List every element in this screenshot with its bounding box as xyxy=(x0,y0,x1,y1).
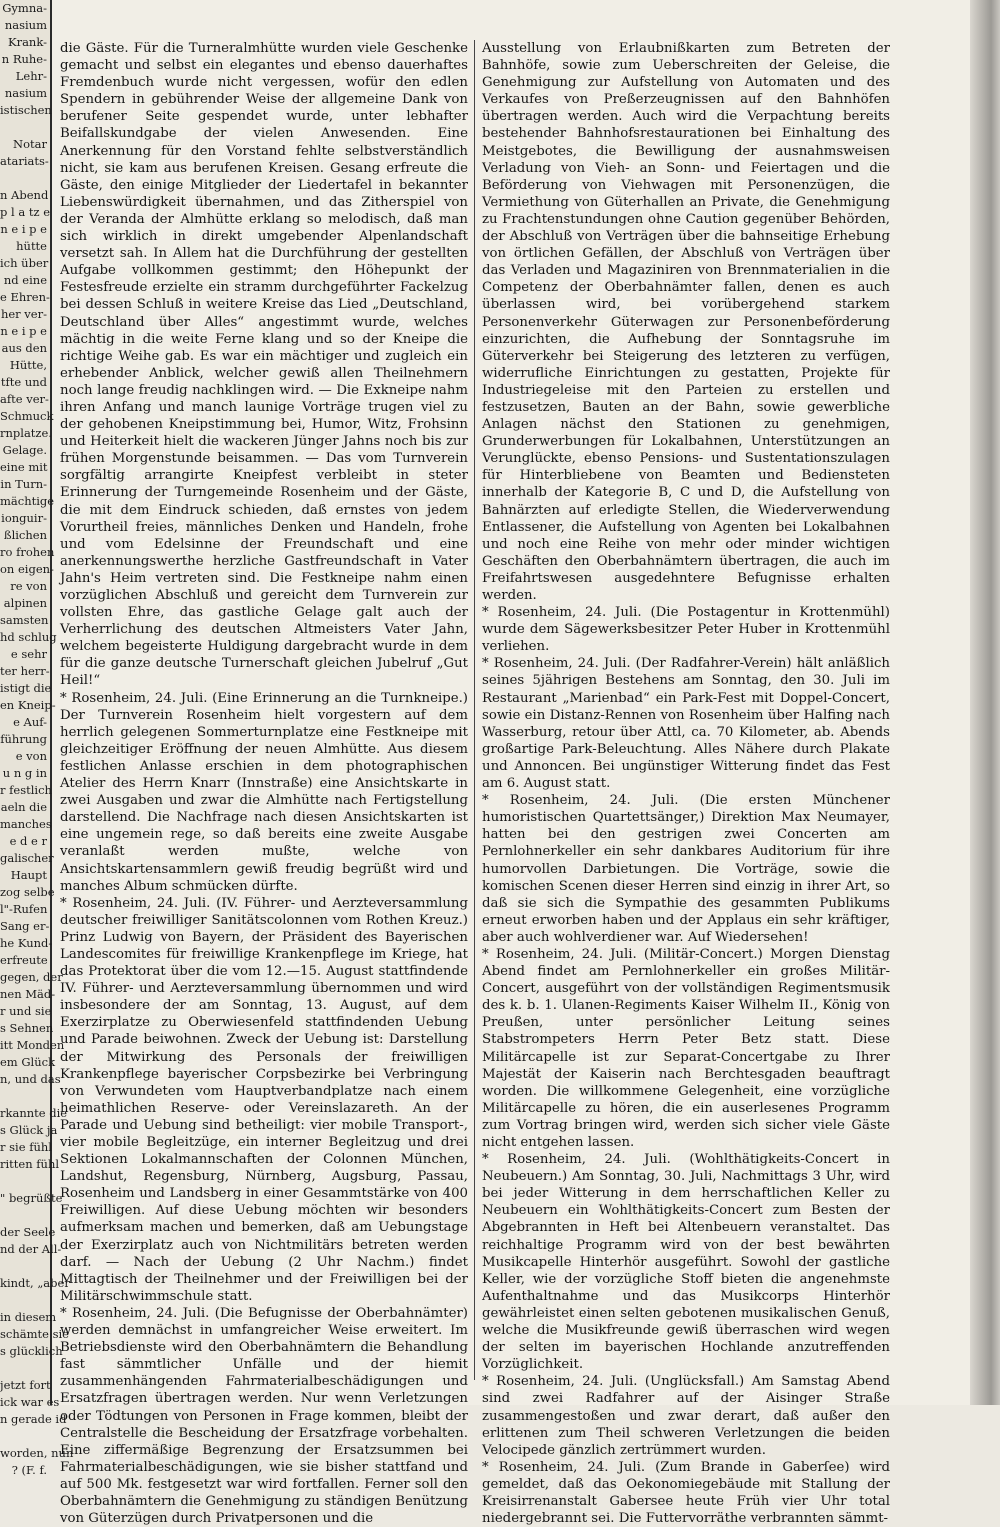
margin-fragment: n e i p e xyxy=(0,324,47,338)
margin-fragment xyxy=(0,1360,50,1377)
article-sanitaetscolonnen: * Rosenheim, 24. Juli. (IV. Führer- und Aerzteversammlung deutscher freiwilliger Sanitätscolonnen vom Rothen Kreuz.) Prinz Ludwig von Bayern, der Präsident des Bayerischen Landescomites für freiwillige Krankenpflege im Kriege, hat das Protektorat über die vom 12.—15. August stattfindende IV. Führer- und Aerzteversammlung übernommen und wird insbesondere der am Sonntag, 13. August, auf dem Exerzirplatze zu Oberwiesenfeld stattfindenden Uebung und Parade beiwohnen. Zweck der Uebung ist: Darstellung der Mitwirkung des Personals der freiwilligen Krankenpflege bayerischer Corpsbezirke bei Verbringung von Verwundeten vom Hauptverbandplatze nach einem heimathlichen Reserve- oder Vereinslazareth. An der Parade und Uebung sind betheiligt: vier mobile Transport-, vier mobile Begleitzüge, ein interner Begleitzug und drei Sektionen Lokalmannschaften der Colonnen München, Landshut, Regensburg, Nürnberg, Augsburg, Passau, Rosenheim und Landsberg in einer Gesammtstärke von 400 Freiwilligen. Auf diese Uebung möchten wir besonders aufmerksam machen und bemerken, daß am Uebungstage der Exerzirplatz auch von Nichtmilitärs betreten werden darf. — Nach der Uebung (2 Uhr Nachm.) findet Mittagtisch der Theilnehmer und der Freiwilligen bei der Militärschwimmschule statt. xyxy=(60,895,468,1304)
margin-fragment: en Kneip- xyxy=(0,698,56,712)
margin-fragment: alpinen xyxy=(3,596,47,610)
margin-fragment: ter herr- xyxy=(0,664,50,678)
margin-fragment: ? (F. f. xyxy=(11,1463,47,1477)
article-ungluecksfall: * Rosenheim, 24. Juli. (Unglücksfall.) Am Samstag Abend sind zwei Radfahrer auf der Aisinger Straße zusammengestoßen und zwar derart, daß außer den erlittenen zum Theil schweren Verletzungen die beiden Velocipede gänzlich zertrümmert wurden. xyxy=(482,1374,890,1458)
margin-fragment xyxy=(0,119,50,136)
column-divider xyxy=(474,40,475,1380)
margin-fragment: u n g in xyxy=(2,766,47,780)
page-binding-edge xyxy=(970,0,1000,1405)
margin-fragment: rnplatze. xyxy=(0,426,52,440)
margin-fragment: aus den xyxy=(1,341,47,355)
margin-fragment: atariats- xyxy=(0,154,49,168)
margin-fragment: s Sehnen xyxy=(0,1021,54,1035)
margin-fragment: hütte xyxy=(16,239,47,253)
margin-fragment: n e i p e xyxy=(0,222,47,236)
margin-fragment: ionguir- xyxy=(1,511,47,525)
margin-fragment: Gelage. xyxy=(2,443,47,457)
margin-fragment: Notar xyxy=(13,137,47,151)
margin-fragment: rkannte die xyxy=(0,1106,68,1120)
margin-fragment: re von xyxy=(10,579,47,593)
margin-fragment: n Ruhe- xyxy=(1,52,47,66)
margin-fragment: Hütte, xyxy=(9,358,47,372)
margin-fragment: n gerade id xyxy=(0,1412,67,1426)
margin-fragment: e Ehren- xyxy=(0,290,50,304)
margin-fragment: in diesem xyxy=(0,1310,57,1324)
column-1 xyxy=(60,40,468,1527)
margin-fragment: ritten fühl xyxy=(0,1157,60,1171)
margin-fragment: tfte und xyxy=(0,375,47,389)
margin-fragment: " begrüßte xyxy=(0,1191,63,1205)
margin-fragment: ßlichen xyxy=(3,528,47,542)
margin-fragment xyxy=(0,170,50,187)
margin-fragment: nasium xyxy=(4,18,47,32)
margin-fragment: manches xyxy=(0,817,52,831)
margin-fragment: der Seele xyxy=(0,1225,56,1239)
margin-fragment: erfreute xyxy=(0,953,48,967)
margin-fragment: p l a tz e xyxy=(0,205,51,219)
margin-fragment: nd der All- xyxy=(0,1242,62,1256)
margin-fragment: in Turn- xyxy=(0,477,47,491)
article-oberbahnaemter: * Rosenheim, 24. Juli. (Die Befugnisse der Oberbahnämter) werden demnächst in umfangreicher Weise erweitert. Im Betriebsdienste wird den Oberbahnämtern die Behandlung fast sämmtlicher Unfälle und der hiemit zusammenhängenden Fahrmaterialbeschädigungen und Ersatzfragen übertragen werden. Nur wenn Verletzungen oder Tödtungen von Personen in Frage kommen, bleibt der Centralstelle die Bescheidung der Ersatzfrage vorbehalten. Eine ziffermäßige Begrenzung der Ersatzsummen bei Fahrmaterialbeschädigungen, wie sie bisher stattfand und auf 500 Mk. festgesetzt war wird fortfallen. Ferner soll den Oberbahnämtern die Genehmigung zu ständigen Benützung von Güterzügen durch Privatpersonen und die xyxy=(60,1305,468,1527)
article-oberbahnaemter-continued: Ausstellung von Erlaubnißkarten zum Betreten der Bahnhöfe, sowie zum Ueberschreiten der Geleise, die Genehmigung zur Aufstellung von Automaten und des Verkaufes von Preßerzeugnissen auf den Bahnhöfen übertragen werden. Auch wird die Verpachtung bereits bestehender Bahnhofsrestaurationen bei Einhaltung des Meistgebotes, die Bewilligung der ausnahmsweisen Verladung von Vieh- an Sonn- und Feiertagen und die Beförderung von Viehwagen mit Personenzügen, die Vermiethung von Güterhallen an Private, die Genehmigung zu Frachtenstundungen ohne Caution gegenüber Behörden, der Abschluß von Verträgen über die bahnseitige Erhebung von örtlichen Gefällen, der Abschluß von Verträgen über das Verladen und Magaziniren von Brennmaterialien in die Competenz der Oberbahnämter fallen, denen es auch überlassen wird, bei vorübergehend starkem Personenverkehr Güterwagen zur Personenbeförderung einzurichten, die Aufhebung der Sonntagsruhe im Güterverkehr bei Steigerung des letzteren zu verfügen, widerrufliche Einrichtungen zu gestatten, Projekte für Industriegeleise mit den Parteien zu erstellen und festzusetzen, Bauten an der Bahn, sowie gewerbliche Anlagen nächst den Stationen zu genehmigen, Grunderwerbungen für Lokalbahnen, Unterstützungen an Verunglückte, ebenso Pensions- und Sustentationszulagen für Hinterbliebene von Beamten und Bediensteten innerhalb der Kategorie B, C und D, die Aufstellung von Bahnärzten auf erledigte Stellen, die Wiederverwendung Entlassener, die Aufstellung von Agenten bei Lokalbahnen und noch eine Reihe von mehr oder minder wichtigen Geschäften den Oberbahnämtern übertragen, die auch im Freifahrtswesen ausgedehntere Befugnisse erhalten werden. xyxy=(482,41,890,603)
margin-fragment: zog selbe xyxy=(0,885,55,899)
margin-fragment: galischer xyxy=(0,851,54,865)
margin-fragment: istischen xyxy=(0,103,52,117)
article-postagentur: * Rosenheim, 24. Juli. (Die Postagentur in Krottenmühl) wurde dem Sägewerksbesitzer Peter Huber in Krottenmühl verliehen. xyxy=(482,605,890,655)
margin-fragment: hd schlug xyxy=(0,630,57,644)
article-ansichtskarte: * Rosenheim, 24. Juli. (Eine Erinnerung an die Turnkneipe.) Der Turnverein Rosenheim hielt vorgestern auf dem herrlich gelegenen Sommerturnplatze eine Festkneipe mit gleichzeitiger Eröffnung der neuen Almhütte. Aus diesem festlichen Anlasse erschien in dem photographischen Atelier des Herrn Knarr (Innstraße) eine Ansichtskarte in zwei Ausgaben und zwar die Almhütte nach Fertigstellung darstellend. Die Nachfrage nach diesen Ansichtskarten ist eine ungemein rege, so daß bereits eine zweite Ausgabe veranlaßt werden mußte, welche von Ansichtskartensammlern gewiß freudig begrüßt wird und manches Album schmücken dürfte. xyxy=(60,690,468,894)
margin-fragment: r festlich xyxy=(0,783,52,797)
margin-fragment: e Auf- xyxy=(13,715,47,729)
margin-fragment: Gymna- xyxy=(2,1,47,15)
margin-fragment: jetzt fort xyxy=(0,1378,51,1392)
margin-fragment: e d e r xyxy=(9,834,47,848)
margin-fragment xyxy=(0,1173,50,1190)
margin-fragment: istigt die xyxy=(0,681,52,695)
margin-fragment: afte ver- xyxy=(0,392,49,406)
margin-fragment: n Abend xyxy=(0,188,49,202)
margin-fragment: gegen, der xyxy=(0,970,63,984)
margin-fragment xyxy=(0,1207,50,1224)
margin-fragment: samsten xyxy=(0,613,49,627)
margin-fragment: Sang er- xyxy=(0,919,50,933)
article-brand-gabersee: * Rosenheim, 24. Juli. (Zum Brande in Gaberſee) wird gemeldet, daß das Oekonomiegebäude mit Stallung der Kreisirrenanstalt Gabersee heute Früh vier Uhr total niedergebrannt sei. Die Futtervorräthe verbrannten sämmt- xyxy=(482,1459,890,1527)
margin-fragment: schämte sie xyxy=(0,1327,69,1341)
article-wohlthaetigkeits-concert: * Rosenheim, 24. Juli. (Wohlthätigkeits-Concert in Neubeuern.) Am Sonntag, 30. Juli, Nachmittags 3 Uhr, wird bei jeder Witterung in dem herrschaftlichen Keller zu Neubeuern ein Wohlthätigkeits-Concert zum Besten der Abgebrannten in Heft bei Altenbeuern veranstaltet. Das reichhaltige Programm wird von der best bewährten Musikcapelle Hinterhör ausgeführt. Sowohl der gastliche Keller, wie der vorzügliche Stoff bieten die angenehmste Aufenthaltnahme und das Musikcorps Hinterhör gewährleistet einen selten gebotenen musikalischen Genuß, welche die Musikfreunde gewiß überraschen wird wegen der selten im bayerischen Hochlande anzutreffenden Vorzüglichkeit. xyxy=(482,1152,890,1373)
margin-fragment: Schmuck xyxy=(0,409,54,423)
margin-fragment: kindt, „aber xyxy=(0,1276,70,1290)
margin-fragment: mächtige xyxy=(0,494,55,508)
margin-fragment: n, und das xyxy=(0,1072,61,1086)
margin-fragment xyxy=(0,1088,50,1105)
article-quartettsaenger: * Rosenheim, 24. Juli. (Die ersten Münchener humoristischen Quartettsänger,) Direktion Max Neumayer, hatten bei den gestrigen zwei Concerten am Pernlohnerkeller ein sehr dankbares Auditorium für ihre humorvollen Darbietungen. Die Vorträge, sowie die komischen Scenen dieser Herren sind einzig in ihrer Art, so daß sie sich die Sympathie des gesammten Publikums erneut erworben haben und der Applaus ein sehr kräftiger, aber auch wohlverdiener war. Auf Wiedersehen! xyxy=(482,793,890,945)
margin-fragment: nen Mäd- xyxy=(0,987,56,1001)
margin-fragment: führung xyxy=(0,732,47,746)
margin-fragment: em Glück xyxy=(0,1055,56,1069)
margin-fragment: s glücklich xyxy=(0,1344,63,1358)
margin-fragment: her ver- xyxy=(0,307,47,321)
margin-fragment: nd eine xyxy=(3,273,47,287)
article-turnkneipe-continued: die Gäste. Für die Turneralmhütte wurden viele Geschenke gemacht und selbst ein elegantes und ebenso dauerhaftes Fremdenbuch wurde nicht vergessen, wofür den edlen Spendern in gebührender Weise der allgemeine Dank von berufener Seite gespendet wurde, unter lebhafter Beifallskundgabe der vielen Anwesenden. Eine Anerkennung für den Vorstand fehlte selbstverständlich nicht, sie kam aus berufenen Kreisen. Gesang erfreute die Gäste, den einige Mitglieder der Liedertafel in bekannter Liebenswürdigkeit übernahmen, und das Zitherspiel von der Veranda der Almhütte erklang so melodisch, daß man sich wirklich in direkt umgebender Alpenlandschaft versetzt sah. In Allem hat die Durchführung der gestellten Aufgabe vollkommen gestimmt; den Höhepunkt der Festesfreude erzielte ein stramm durchgeführter Fackelzug bei dessen Schluß in weitere Kreise das Lied „Deutschland, Deutschland über Alles“ angestimmt wurde, welches mächtig in die weite Ferne klang und so der Kneipe die richtige Weihe gab. Es war ein mächtiger und zugleich ein erhebender Anblick, welcher gewiß allen Theilnehmern noch lange freudig nachklingen wird. — Die Exkneipe nahm ihren Anfang und manch launige Vorträge trugen viel zu der gehobenen Kneipstimmung bei, Humor, Witz, Frohsinn und Heiterkeit hielt die wackeren Jünger Jahns noch bis zur frühen Morgenstunde beisammen. — Das vom Turnverein sorgfältig arrangirte Kneipfest verbleibt in steter Erinnerung der Turngemeinde Rosenheim und der Gäste, die mit dem Eindruck schieden, daß ernstes von jedem Vorurtheil freies, männliches Denken und Handeln, frohe und vom Edelsinne der Freundschaft und eine anerkennungswerthe herzliche Gastfreundschaft in Vater Jahn's Heim vertreten sind. Die Festkneipe nahm einen vorzüglichen Abschluß und gereicht dem Turnverein zur vollsten Ehre, das gastliche Gelage galt auch der Verherrlichung des deutschen Altmeisters Vater Jahn, welchem begeisterte Huldigung dargebracht wurde in dem für die ganze deutsche Turnerschaft gleichen Jubelruf „Gut Heil!“ xyxy=(60,41,468,689)
margin-fragment: Haupt xyxy=(10,868,47,882)
margin-fragment: eine mit xyxy=(0,460,48,474)
margin-fragment xyxy=(0,1428,50,1445)
margin-fragment xyxy=(0,1258,50,1275)
margin-fragment: itt Monden xyxy=(0,1038,65,1052)
margin-fragment: Lehr- xyxy=(15,69,47,83)
margin-fragment: he Kund- xyxy=(0,936,53,950)
left-page-margin xyxy=(0,0,74,1477)
margin-fragment: r sie fühl xyxy=(0,1140,52,1154)
margin-fragment: l"-Rufen xyxy=(0,902,48,916)
column-2 xyxy=(482,40,890,1527)
margin-fragment: worden, nun xyxy=(0,1446,74,1460)
margin-fragment: ich über xyxy=(0,256,49,270)
margin-fragment: r und sie xyxy=(0,1004,52,1018)
margin-fragment: ick war es xyxy=(0,1395,60,1409)
margin-fragment: ro frohen xyxy=(0,545,55,559)
margin-fragment: s Glück ja xyxy=(0,1123,58,1137)
margin-fragment: e sehr xyxy=(10,647,47,661)
margin-fragment: aeln die xyxy=(0,800,47,814)
margin-fragment: nasium xyxy=(4,86,47,100)
margin-fragment: Krank- xyxy=(7,35,47,49)
margin-fragment: on eigen- xyxy=(0,562,54,576)
article-radfahrer-verein: * Rosenheim, 24. Juli. (Der Radfahrer-Verein) hält anläßlich seines 5jährigen Bestehens am Sonntag, den 30. Juli im Restaurant „Marienbad“ ein Park-Fest mit Doppel-Concert, sowie ein Distanz-Rennen von Rosenheim über Halfing nach Wasserburg, retour über Attl, ca. 70 Kilometer, ab. Abends großartige Park-Beleuchtung. Alles Nähere durch Plakate und Annoncen. Bei ungünstiger Witterung findet das Fest am 6. August statt. xyxy=(482,656,890,792)
margin-fragment xyxy=(0,1292,50,1309)
article-militaer-concert: * Rosenheim, 24. Juli. (Militär-Concert.) Morgen Dienstag Abend findet am Pernlohnerkeller ein großes Militär-Concert, ausgeführt von der vollständigen Regimentsmusik des k. b. 1. Ulanen-Regiments Kaiser Wilhelm II., König von Preußen, unter persönlicher Leitung seines Stabstrompeters Herrn Peter Betz statt. Diese Militärcapelle ist zur Separat-Concertgabe zu Ihrer Majestät der Kaiserin nach Berchtesgaden beauftragt worden. Die willkommene Gelegenheit, eine vorzügliche Militärcapelle zu hören, die ein auserlesenes Programm zum Vortrag bringen wird, werden sich sicher viele Gäste nicht entgehen lassen. xyxy=(482,946,890,1150)
margin-fragment: e von xyxy=(15,749,47,763)
